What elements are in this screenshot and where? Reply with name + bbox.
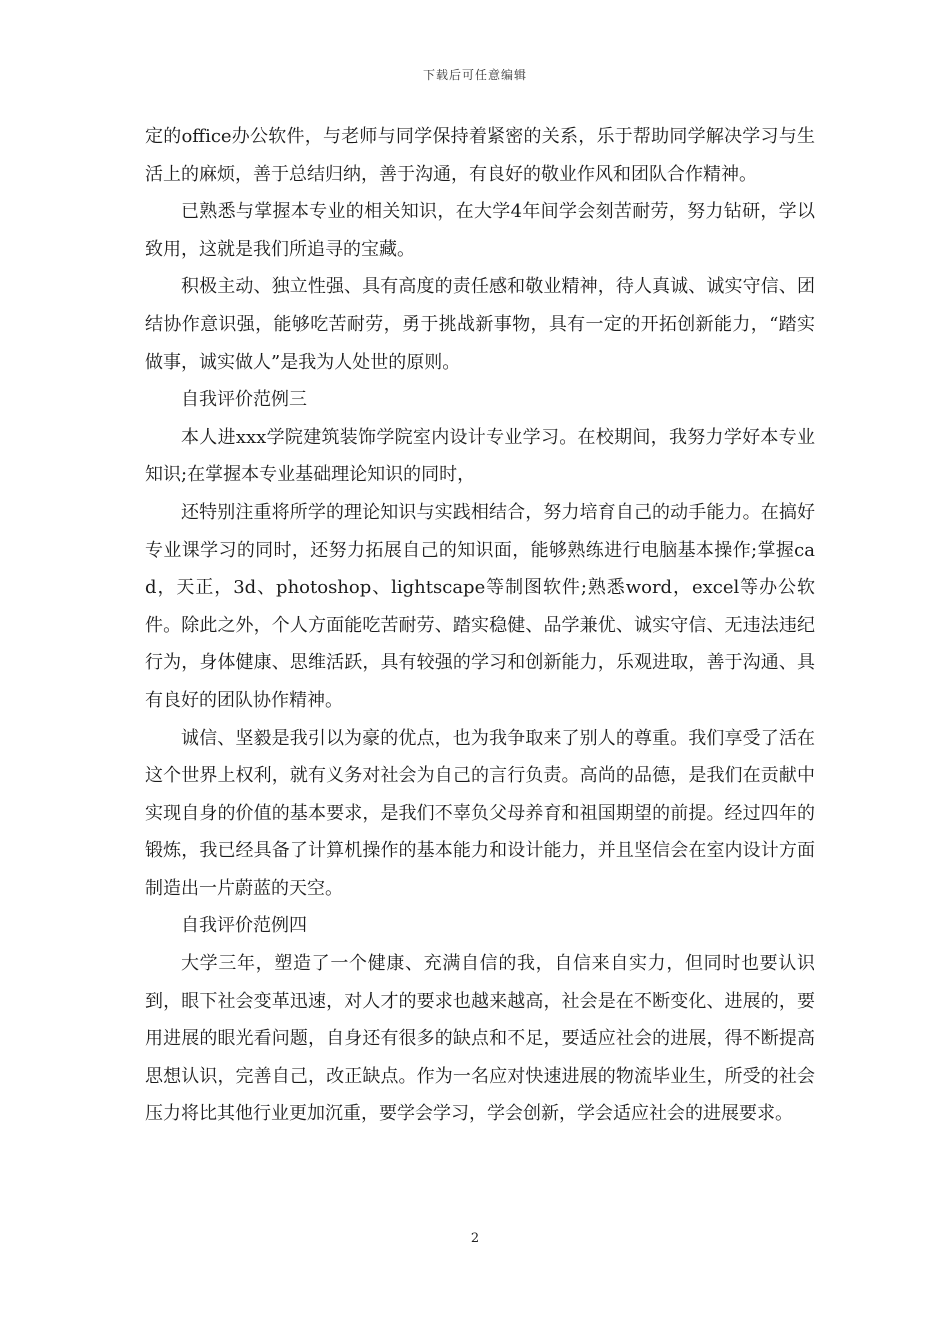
paragraph-7: 诚信、坚毅是我引以为豪的优点，也为我争取来了别人的尊重。我们享受了活在这个世界上权利，就有义务对社会为自己的言行负责。高尚的品德，是我们在贡献中实现自身的价值的基本要求，是我们不辜负父母养育和祖国期望的前提。经过四年的锻炼，我已经具备了计算机操作的基本能力和设计能力，并且坚信会在室内设计方面制造出一片蔚蓝的天空。 <box>145 727 815 899</box>
header-note: 下载后可任意编辑 <box>422 68 527 82</box>
paragraph-6: 还特别注重将所学的理论知识与实践相结合，努力培育自己的动手能力。在搞好专业课学习的同时，还努力拓展自己的知识面，能够熟练进行电脑基本操作;掌握cad，天正，3d、photoshop、lightscape等制图软件;熟悉word，excel等办公软件。除此之外，个人方面能吃苦耐劳、踏实稳健、品学兼优、诚实守信、无违法违纪行为，身体健康、思维活跃，具有较强的学习和创新能力，乐观进取，善于沟通、具有良好的团队协作精神。 <box>145 501 815 711</box>
paragraph-5: 本人进xxx学院建筑装饰学院室内设计专业学习。在校期间，我努力学好本专业知识;在掌握本专业基础理论知识的同时， <box>145 426 815 486</box>
paragraph-1: 定的office办公软件，与老师与同学保持着紧密的关系，乐于帮助同学解决学习与生活上的麻烦，善于总结归纳，善于沟通，有良好的敬业作风和团队合作精神。 <box>145 126 815 185</box>
section-heading-example-4: 自我评价范例四 <box>181 915 307 937</box>
document-body <box>145 118 815 1133</box>
section-heading-example-3: 自我评价范例三 <box>181 389 307 411</box>
paragraph-3: 积极主动、独立性强、具有高度的责任感和敬业精神，待人真诚、诚实守信、团结协作意识强，能够吃苦耐劳，勇于挑战新事物，具有一定的开拓创新能力，“踏实做事，诚实做人”是我为人处世的原则。 <box>145 276 815 373</box>
page-number: 2 <box>470 1231 480 1246</box>
paragraph-2: 已熟悉与掌握本专业的相关知识，在大学4年间学会刻苦耐劳，努力钻研，学以致用，这就是我们所追寻的宝藏。 <box>145 201 815 260</box>
paragraph-9: 大学三年，塑造了一个健康、充满自信的我，自信来自实力，但同时也要认识到，眼下社会变革迅速，对人才的要求也越来越高，社会是在不断变化、进展的，要用进展的眼光看问题，自身还有很多的缺点和不足，要适应社会的进展，得不断提高思想认识，完善自己，改正缺点。作为一名应对快速进展的物流毕业生，所受的社会压力将比其他行业更加沉重，要学会学习，学会创新，学会适应社会的进展要求。 <box>145 953 815 1125</box>
